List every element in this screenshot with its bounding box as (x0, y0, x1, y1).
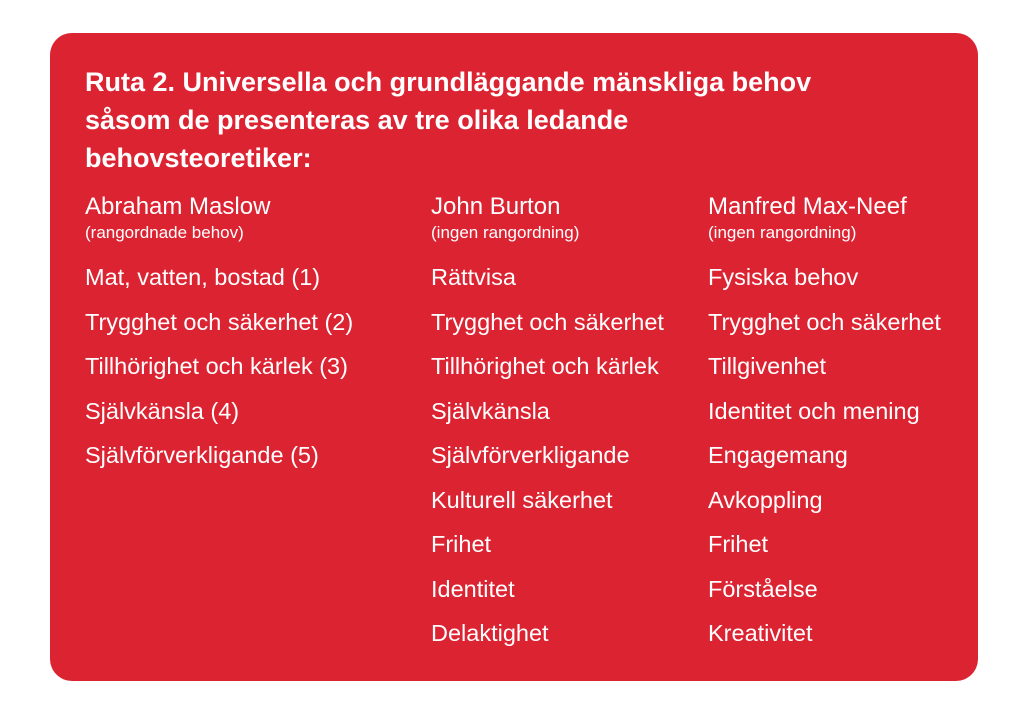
list-item: Identitet och mening (708, 397, 920, 424)
list-item: Kreativitet (708, 620, 813, 646)
list-item: Självkänsla (4) (85, 397, 240, 424)
column-maslow (85, 191, 353, 478)
column-subheading: (ingen rangordning) (431, 223, 580, 242)
list-item: Rättvisa (431, 264, 516, 290)
list-item: Självkänsla (431, 397, 550, 424)
column-subheading: (rangordnade behov) (85, 223, 244, 242)
list-item: Trygghet och säkerhet (431, 308, 664, 335)
list-item: Frihet (431, 531, 492, 557)
list-item: Trygghet och säkerhet (708, 308, 941, 335)
list-item: Självförverkligande (431, 442, 630, 468)
list-item: Frihet (708, 531, 769, 557)
list-item: Delaktighet (431, 620, 549, 646)
list-item: Kulturell säkerhet (431, 486, 613, 513)
column-heading: John Burton (431, 193, 561, 220)
list-item: Tillhörighet och kärlek (3) (85, 353, 348, 379)
list-item: Avkoppling (708, 486, 823, 513)
column-heading: Manfred Max-Neef (708, 193, 907, 220)
needs-list (708, 255, 941, 656)
needs-list (85, 255, 353, 478)
list-item: Engagemang (708, 442, 848, 468)
box-title: Ruta 2. Universella och grundläggande mänskliga behov såsom de presenteras av tre olika ledande behovsteoretiker: (85, 67, 812, 173)
list-item: Trygghet och säkerhet (2) (85, 308, 354, 335)
column-subheading: (ingen rangordning) (708, 223, 857, 242)
list-item: Tillhörighet och kärlek (431, 353, 659, 379)
list-item: Tillgivenhet (708, 353, 826, 379)
needs-info-box (50, 33, 978, 681)
list-item: Fysiska behov (708, 264, 859, 290)
list-item: Självförverkligande (5) (85, 442, 319, 468)
list-item: Identitet (431, 575, 515, 602)
needs-list (431, 255, 664, 656)
column-burton (431, 191, 664, 656)
list-item: Förståelse (708, 575, 818, 602)
list-item: Mat, vatten, bostad (1) (85, 264, 321, 290)
column-max-neef (708, 191, 941, 656)
column-heading: Abraham Maslow (85, 193, 271, 220)
